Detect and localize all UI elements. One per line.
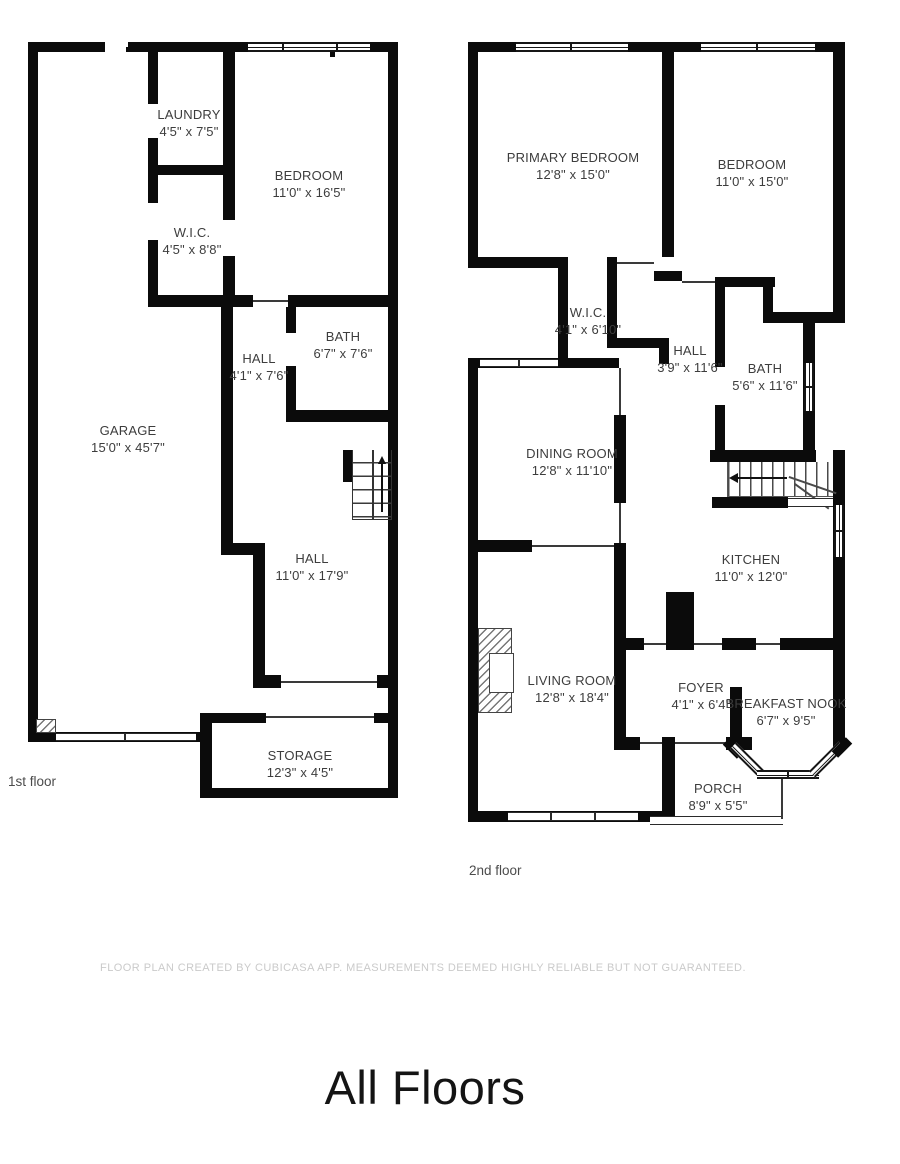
page-title: All Floors <box>324 1061 526 1114</box>
room-name: DINING ROOM <box>526 446 618 462</box>
wall <box>710 450 816 462</box>
room-label-bedroom-2 <box>716 157 789 191</box>
window-divider <box>594 813 596 820</box>
room-dimensions: 11'0" x 16'5" <box>272 185 346 200</box>
opening-line <box>756 643 780 645</box>
opening-line <box>644 643 666 645</box>
room-dimensions: 3'9" x 11'6" <box>657 360 723 375</box>
room-dimensions: 6'7" x 7'6" <box>313 346 373 361</box>
room-name: W.I.C. <box>569 305 607 321</box>
window <box>804 363 814 411</box>
window-divider <box>550 813 552 820</box>
fireplace-notch <box>489 653 514 693</box>
wall <box>712 497 788 508</box>
room-label-kitchen <box>715 552 788 586</box>
wall <box>468 42 478 268</box>
window <box>508 812 638 821</box>
window-divider <box>518 360 520 366</box>
room-label-primary-bedroom <box>507 150 640 184</box>
window <box>788 498 833 507</box>
room-dimensions: 12'8" x 18'4" <box>535 690 609 705</box>
room-dimensions: 6'7" x 9'5" <box>756 713 816 728</box>
room-dimensions: 4'5" x 8'8" <box>162 242 222 257</box>
wall <box>780 638 845 650</box>
porch-edge <box>650 816 783 825</box>
room-name: KITCHEN <box>721 552 781 568</box>
wall <box>468 257 568 268</box>
floor-label-1st: 1st floor <box>8 774 57 789</box>
room-dimensions: 11'0" x 17'9" <box>275 568 349 583</box>
porch-edge-line <box>781 779 783 819</box>
room-dimensions: 4'1" x 6'10" <box>554 322 622 337</box>
room-name: W.I.C. <box>173 225 211 241</box>
room-name: PORCH <box>694 781 742 797</box>
opening-line <box>640 742 726 744</box>
room-name: PRIMARY BEDROOM <box>506 150 640 166</box>
room-dimensions: 4'1" x 7'6" <box>229 368 289 383</box>
wall <box>654 271 682 281</box>
wall <box>626 638 644 650</box>
room-label-breakfast-nook <box>725 696 846 730</box>
window <box>516 42 628 52</box>
stair-arrow <box>737 477 787 479</box>
room-dimensions: 5'6" x 11'6" <box>732 378 798 393</box>
window <box>701 42 815 52</box>
room-name: BEDROOM <box>274 168 344 184</box>
room-label-dining-room <box>526 446 618 480</box>
room-name: HALL <box>242 351 276 367</box>
opening-line <box>682 281 715 283</box>
staircase <box>727 462 833 497</box>
opening-line <box>617 262 654 264</box>
room-name: GARAGE <box>99 423 157 439</box>
room-name: LIVING ROOM <box>527 673 617 689</box>
floor-label-2nd: 2nd floor <box>469 863 522 878</box>
room-label-foyer <box>671 680 730 714</box>
room-label-bath-2 <box>732 361 798 395</box>
wall <box>666 592 694 650</box>
room-name: BREAKFAST NOOK <box>725 696 847 712</box>
window <box>834 505 844 557</box>
room-name: FOYER <box>678 680 724 696</box>
room-name: STORAGE <box>267 748 333 764</box>
room-dimensions: 4'5" x 7'5" <box>159 124 219 139</box>
window-divider <box>787 770 789 779</box>
room-name: BATH <box>325 329 361 345</box>
wall <box>614 543 626 750</box>
window-divider <box>804 386 814 388</box>
wall <box>722 638 756 650</box>
room-dimensions: 11'0" x 12'0" <box>714 569 788 584</box>
wall <box>715 405 725 455</box>
room-label-porch <box>688 781 747 815</box>
wall <box>468 358 478 813</box>
opening-line <box>532 545 614 547</box>
window-divider <box>570 42 572 52</box>
window-divider <box>756 42 758 52</box>
room-name: HALL <box>673 343 707 359</box>
room-name: BEDROOM <box>717 157 787 173</box>
room-dimensions: 15'0" x 45'7" <box>91 440 165 455</box>
wall <box>478 540 532 552</box>
disclaimer-text: FLOOR PLAN CREATED BY CUBICASA APP. MEASUREMENTS DEEMED HIGHLY RELIABLE BUT NOT GUARANTEED. <box>100 962 746 974</box>
room-name: LAUNDRY <box>157 107 221 123</box>
stair-arrow-head <box>729 473 738 483</box>
wall <box>614 737 640 750</box>
wall <box>833 42 845 323</box>
wall <box>662 737 675 818</box>
room-label-wic-2 <box>555 305 621 339</box>
opening-line <box>694 643 722 645</box>
window <box>480 359 558 367</box>
room-name: HALL <box>295 551 329 567</box>
window-divider <box>834 530 844 532</box>
wall <box>662 52 674 257</box>
room-dimensions: 4'1" x 6'4" <box>671 697 731 712</box>
room-dimensions: 11'0" x 15'0" <box>715 174 789 189</box>
room-dimensions: 8'9" x 5'5" <box>688 798 748 813</box>
opening-line <box>619 368 621 415</box>
room-label-living-room <box>528 673 617 707</box>
room-dimensions: 12'3" x 4'5" <box>266 765 334 780</box>
room-dimensions: 12'8" x 11'10" <box>531 463 613 478</box>
room-label-hall-2 <box>657 343 723 377</box>
fireplace <box>478 628 512 713</box>
room-dimensions: 12'8" x 15'0" <box>536 167 610 182</box>
opening-line <box>619 503 621 543</box>
room-name: BATH <box>747 361 783 377</box>
